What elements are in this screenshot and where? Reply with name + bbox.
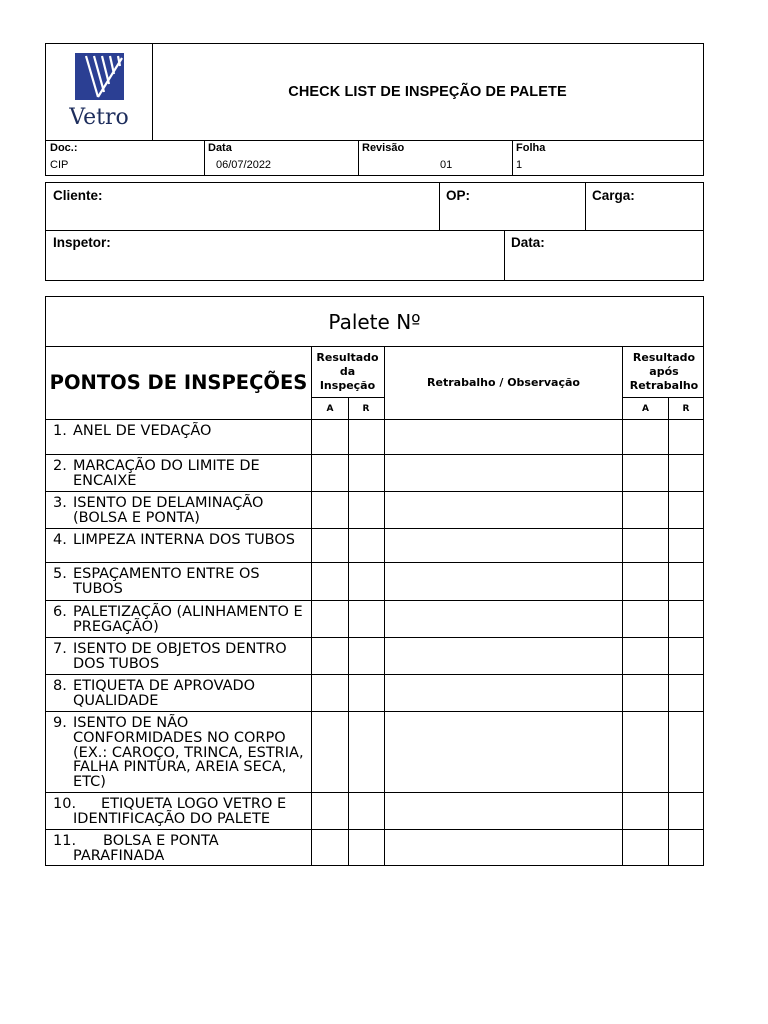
meta-revision-label: Revisão bbox=[362, 142, 405, 154]
inspection-item bbox=[46, 563, 311, 600]
carga-label: Carga: bbox=[592, 188, 635, 203]
item-text: ESPAÇAMENTO ENTRE OS TUBOS bbox=[73, 566, 260, 597]
meta-date-label: Data bbox=[208, 142, 232, 154]
inspection-item bbox=[46, 675, 311, 711]
inspection-item bbox=[46, 793, 311, 829]
divider bbox=[622, 346, 623, 865]
item-number: 6. bbox=[53, 604, 67, 620]
meta-sheet bbox=[512, 141, 703, 175]
item-number: 4. bbox=[53, 532, 67, 548]
item-text: PALETIZAÇÃO (ALINHAMENTO E PREGAÇÃO) bbox=[73, 604, 303, 635]
meta-sheet-value: 1 bbox=[516, 159, 523, 171]
item-number: 8. bbox=[53, 678, 67, 694]
divider bbox=[348, 397, 349, 865]
inspection-item bbox=[46, 638, 311, 674]
item-text: MARCAÇÃO DO LIMITE DE ENCAIXE bbox=[73, 458, 260, 489]
item-text: ISENTO DE NÃO CONFORMIDADES NO CORPO (EX.: CAROÇO, TRINCA, ESTRIA, FALHA PINTURA, AREIA SECA, ETC) bbox=[73, 715, 304, 791]
logo-text: Vetro bbox=[69, 105, 129, 130]
inspection-item bbox=[46, 492, 311, 528]
carga-field[interactable] bbox=[585, 183, 703, 231]
data-label: Data: bbox=[511, 235, 545, 250]
item-text: BOLSA E PONTA PARAFINADA bbox=[73, 833, 219, 864]
logo-cell bbox=[46, 44, 153, 140]
divider bbox=[311, 346, 312, 865]
points-title: PONTOS DE INSPEÇÕES bbox=[49, 371, 308, 394]
after-rework-header: Resultado após Retrabalho bbox=[629, 351, 699, 392]
inspection-item bbox=[46, 455, 311, 491]
inspetor-field[interactable] bbox=[46, 230, 505, 280]
item-text: ISENTO DE OBJETOS DENTRO DOS TUBOS bbox=[73, 641, 287, 672]
meta-doc-label: Doc.: bbox=[50, 142, 78, 154]
inspetor-label: Inspetor: bbox=[53, 235, 111, 250]
title-cell bbox=[152, 44, 703, 140]
inspection-item bbox=[46, 712, 311, 792]
meta-sheet-label: Folha bbox=[516, 142, 546, 154]
meta-revision bbox=[358, 141, 513, 175]
op-label: OP: bbox=[446, 188, 471, 203]
op-field[interactable] bbox=[439, 183, 586, 231]
divider bbox=[311, 397, 384, 398]
item-number: 2. bbox=[53, 458, 67, 474]
after-r-label: R bbox=[682, 403, 690, 414]
item-number: 3. bbox=[53, 495, 67, 511]
cliente-field[interactable] bbox=[46, 183, 440, 231]
client-block bbox=[45, 182, 704, 281]
meta-date-value: 06/07/2022 bbox=[216, 159, 272, 171]
after-a-label: A bbox=[642, 403, 649, 414]
item-text: ETIQUETA DE APROVADO QUALIDADE bbox=[73, 678, 256, 709]
inspection-item bbox=[46, 601, 311, 637]
data-field[interactable] bbox=[504, 230, 703, 280]
vetro-logo bbox=[46, 44, 152, 140]
result-a-label: A bbox=[326, 403, 334, 414]
item-number: 5. bbox=[53, 566, 67, 582]
item-text: ANEL DE VEDAÇÃO bbox=[73, 423, 212, 439]
inspection-item bbox=[46, 830, 311, 865]
palete-title: Palete Nº bbox=[328, 309, 421, 334]
meta-row bbox=[46, 140, 703, 175]
result-r-label: R bbox=[362, 403, 370, 414]
item-text: ETIQUETA LOGO VETRO E IDENTIFICAÇÃO DO PALETE bbox=[73, 796, 287, 827]
result-header: Resultado da Inspeção bbox=[316, 351, 379, 392]
divider bbox=[622, 397, 703, 398]
inspection-item bbox=[46, 529, 311, 562]
meta-date bbox=[204, 141, 359, 175]
item-number: 9. bbox=[53, 715, 67, 731]
meta-doc bbox=[46, 141, 205, 175]
item-number: 10. bbox=[53, 796, 77, 812]
item-number: 1. bbox=[53, 423, 67, 439]
inspection-table bbox=[45, 296, 704, 866]
meta-doc-value: CIP bbox=[50, 159, 69, 171]
item-number: 11. bbox=[53, 833, 77, 849]
inspection-item bbox=[46, 420, 311, 454]
item-text: LIMPEZA INTERNA DOS TUBOS bbox=[73, 532, 295, 548]
meta-revision-value: 01 bbox=[440, 159, 453, 171]
item-number: 7. bbox=[53, 641, 67, 657]
document-title: CHECK LIST DE INSPEÇÃO DE PALETE bbox=[288, 84, 567, 100]
divider bbox=[384, 346, 385, 865]
document-header bbox=[45, 43, 704, 176]
cliente-label: Cliente: bbox=[53, 188, 103, 203]
rework-header: Retrabalho / Observação bbox=[427, 376, 580, 389]
item-text: ISENTO DE DELAMINAÇÃO (BOLSA E PONTA) bbox=[73, 495, 264, 526]
divider bbox=[668, 397, 669, 865]
